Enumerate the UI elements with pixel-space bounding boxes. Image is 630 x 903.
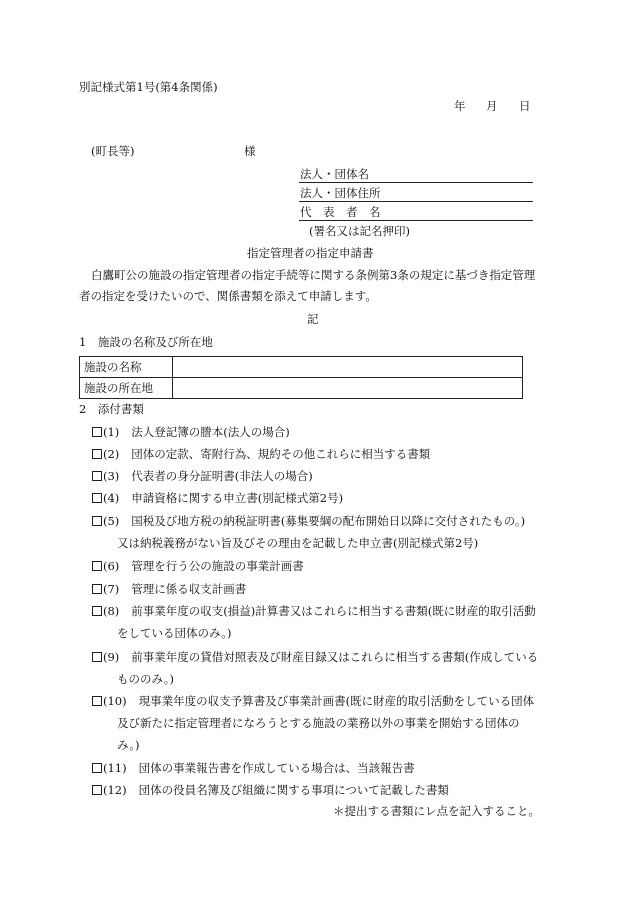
list-item: (3) 代表者の身分証明書(非法人の場合) [92,471,313,483]
addressee-honorific: 様 [244,144,256,158]
applicant-address-label: 法人・団体住所 [300,186,381,200]
date-year: 年 [454,99,466,113]
list-item: (10) 現事業年度の収支予算書及び事業計画書(既に財産的取引活動をしている団体 [92,696,534,708]
list-item: (1) 法人登記簿の謄本(法人の場合) [92,427,290,439]
checkbox[interactable] [92,561,102,571]
body-line-1: 白鷹町公の施設の指定管理者の指定手続等に関する条例第3条の規定に基づき指定管理 [91,268,536,282]
applicant-rep-line [299,220,533,221]
seal-note: (署名又は記名押印) [309,224,410,238]
checkbox[interactable] [92,471,102,481]
checkbox[interactable] [92,449,102,459]
table-row [80,357,523,378]
applicant-name-line [299,182,533,183]
applicant-name-label: 法人・団体名 [300,167,369,181]
list-item-continuation: み。) [117,738,140,752]
checkbox[interactable] [92,516,102,526]
facility-name-label: 施設の名称 [80,357,173,378]
list-item: (6) 管理を行う公の施設の事業計画書 [92,561,304,573]
list-item: (8) 前事業年度の収支(損益)計算書又はこれらに相当する書類(既に財産的取引活動 [92,606,536,618]
applicant-rep-label: 代 表 者 名 [300,205,381,219]
date-month: 月 [486,99,498,113]
list-item: (12) 団体の役員名簿及び組織に関する事項について記載した書類 [92,785,449,797]
list-item: (11) 団体の事業報告書を作成している場合は、当該報告書 [92,763,415,775]
list-item: (5) 国税及び地方税の納税証明書(募集要綱の配布開始日以降に交付されたもの。) [92,516,525,528]
body-line-2: 者の指定を受けたいので、関係書類を添えて申請します。 [79,289,377,303]
checkbox[interactable] [92,785,102,795]
list-item: (9) 前事業年度の貸借対照表及び財産目録又はこれらに相当する書類(作成している [92,652,538,664]
list-item-continuation: もののみ。) [117,672,174,686]
checkbox[interactable] [92,652,102,662]
checkbox[interactable] [92,493,102,503]
checkbox[interactable] [92,696,102,706]
list-item: (7) 管理に係る収支計画書 [92,584,246,596]
table-row [80,378,523,399]
list-item: (4) 申請資格に関する申立書(別記様式第2号) [92,493,343,505]
facility-name-value[interactable] [173,357,523,378]
document-title: 指定管理者の指定申請書 [247,246,374,260]
facility-location-label: 施設の所在地 [80,378,173,399]
submission-note: ＊提出する書類にレ点を記入すること。 [333,804,540,818]
facility-table [79,356,523,399]
checkbox[interactable] [92,584,102,594]
list-item-continuation: をしている団体のみ。) [117,626,232,640]
ki-label: 記 [307,312,319,326]
addressee-name: (町長等) [91,144,135,158]
facility-location-value[interactable] [173,378,523,399]
section-1-heading: 1 施設の名称及び所在地 [79,335,213,349]
list-item-continuation: 又は納税義務がない旨及びその理由を記載した申立書(別記様式第2号) [117,536,479,550]
form-id: 別記様式第1号(第4条関係) [79,80,218,94]
date-day: 日 [519,99,531,113]
list-item: (2) 団体の定款、寄附行為、規約その他これらに相当する書類 [92,449,430,461]
list-item-continuation: 及び新たに指定管理者になろうとする施設の業務以外の事業を開始する団体の [117,716,520,730]
checkbox[interactable] [92,427,102,437]
section-2-heading: 2 添付書類 [79,402,144,416]
checkbox[interactable] [92,606,102,616]
applicant-address-line [299,201,533,202]
checkbox[interactable] [92,763,102,773]
